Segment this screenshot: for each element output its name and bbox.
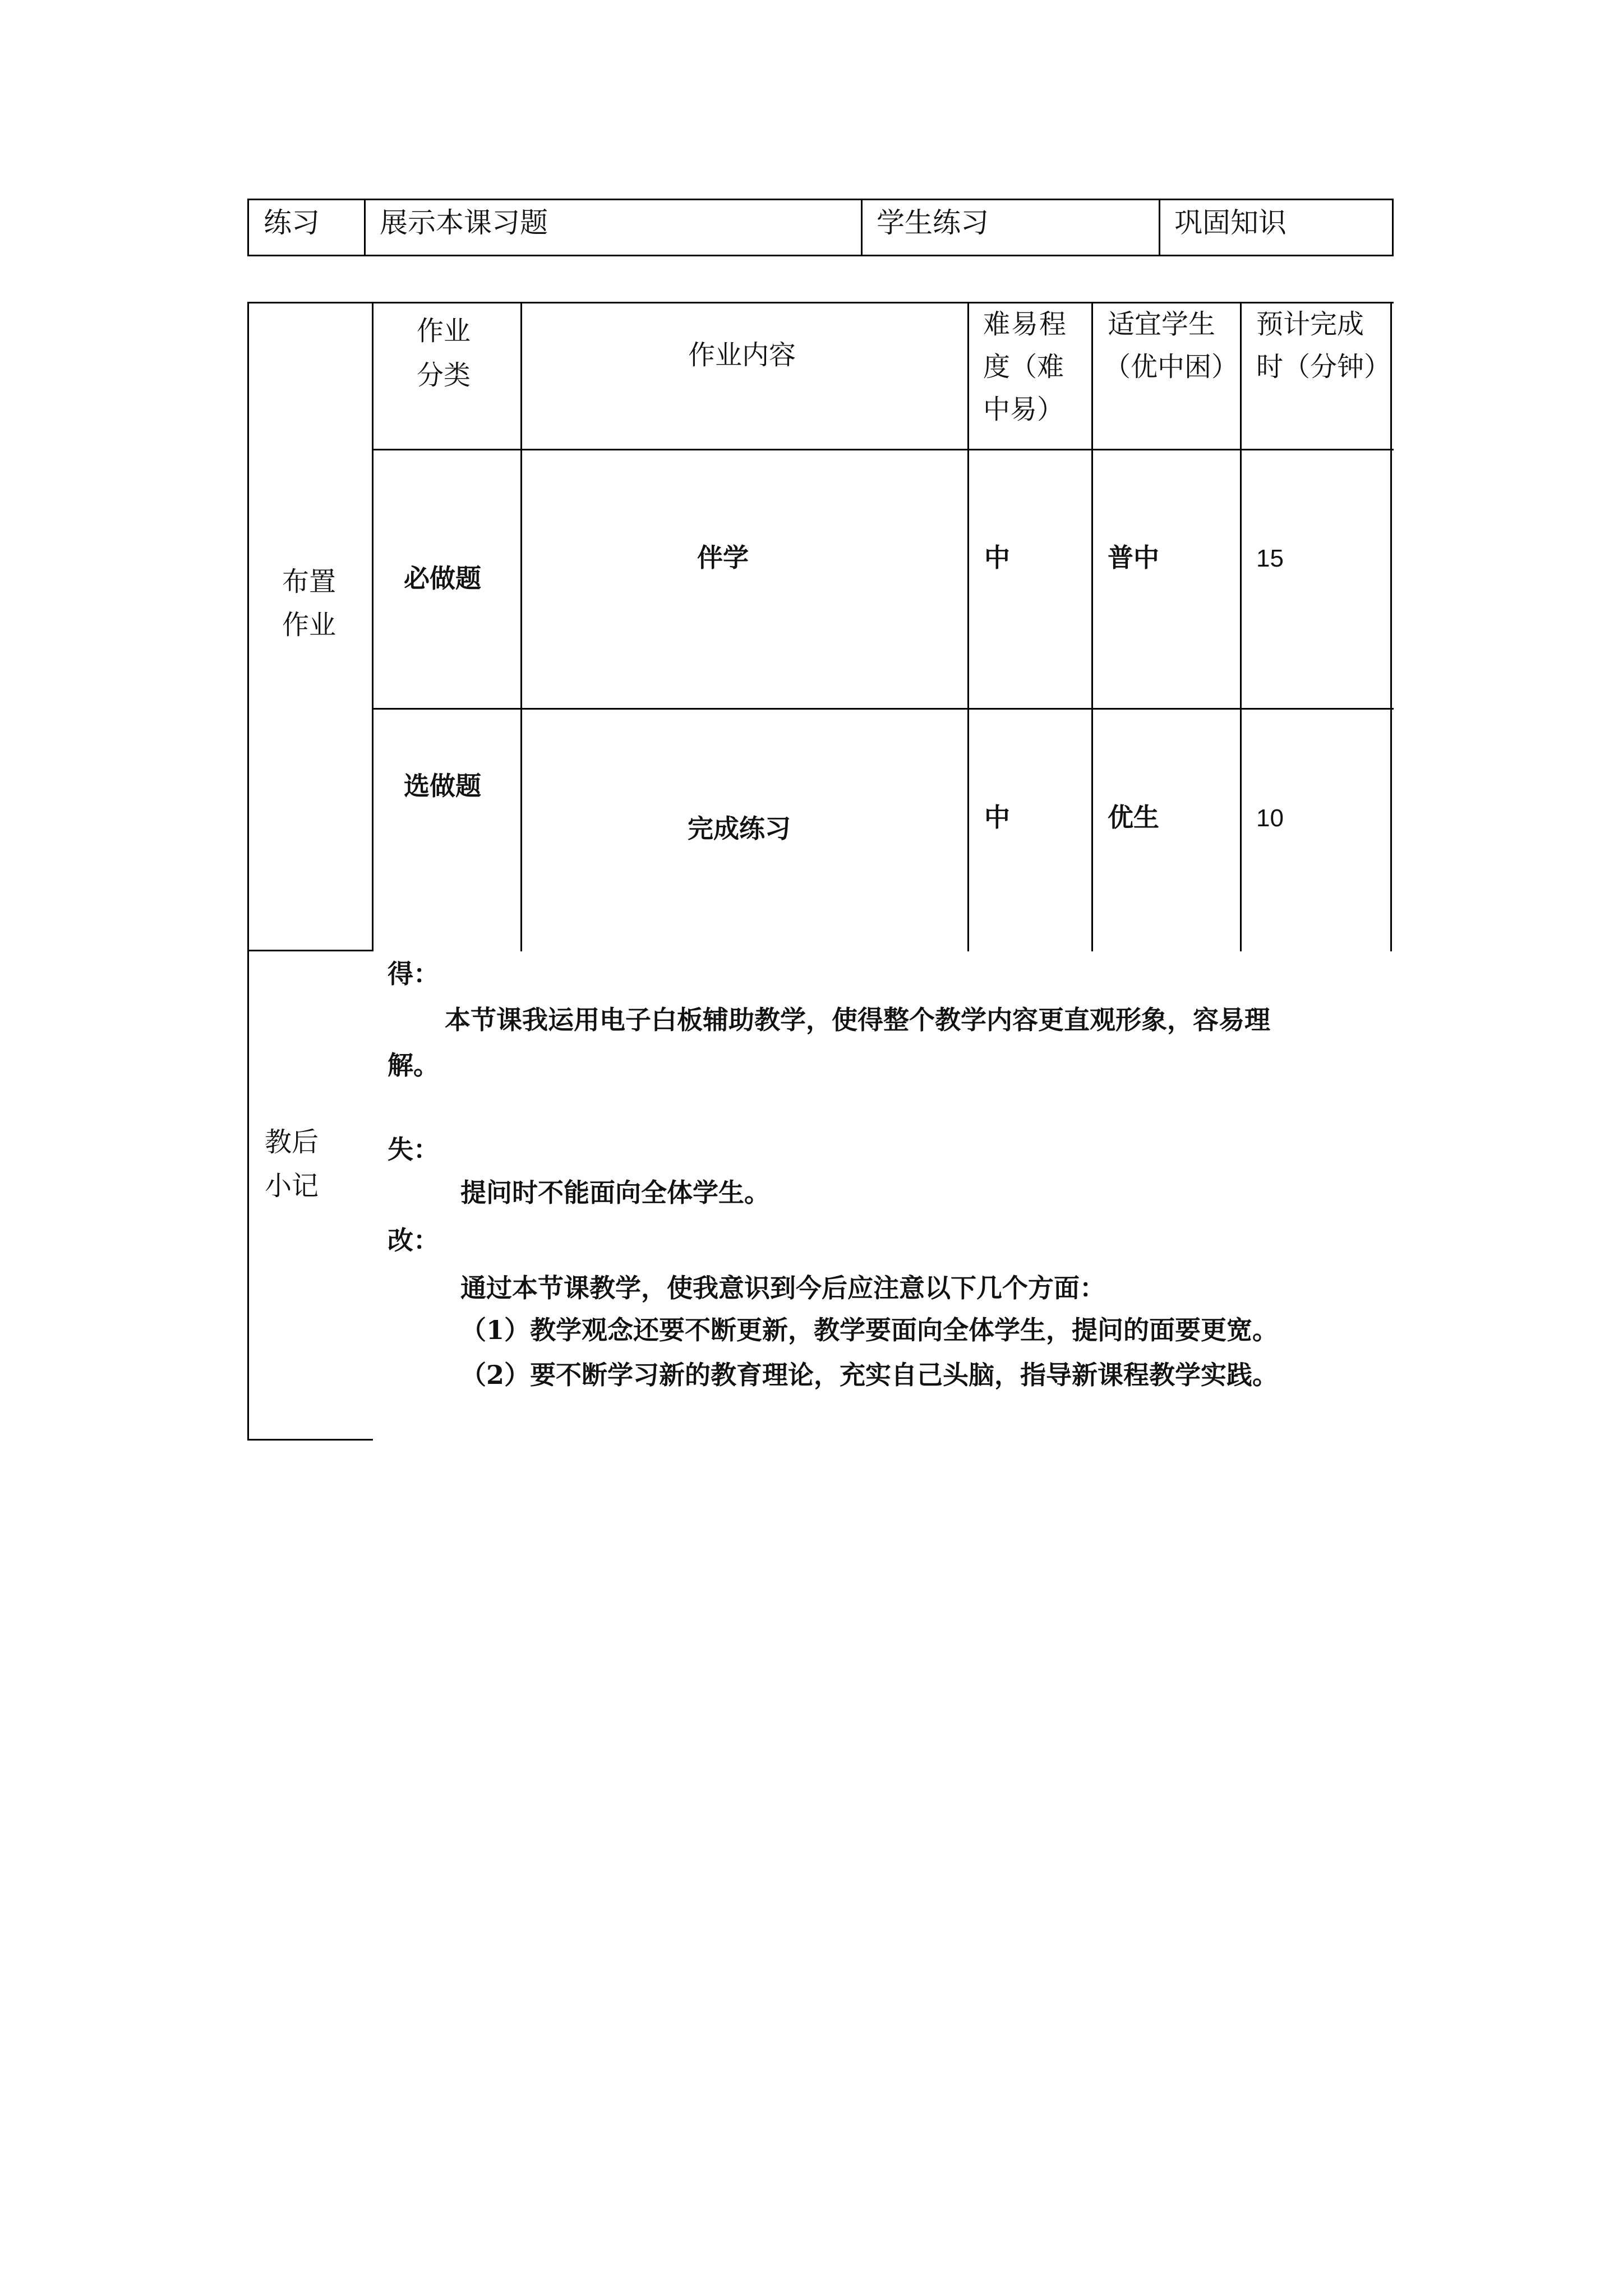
row-optional-difficulty: 中	[984, 802, 1010, 832]
improve-heading: 改：	[388, 1225, 439, 1255]
loss-text: 提问时不能面向全体学生。	[460, 1177, 770, 1208]
summary-cell-purpose: 巩固知识	[1174, 206, 1287, 239]
gain-heading: 得：	[388, 959, 439, 989]
loss-heading: 失：	[388, 1134, 439, 1165]
header-content: 作业内容	[688, 339, 796, 371]
homework-section-label-2: 作业	[282, 609, 336, 641]
header-category-2: 分类	[417, 360, 471, 391]
summary-cell-content: 展示本课习题	[380, 206, 548, 239]
header-difficulty-3: 中易）	[983, 394, 1064, 425]
header-time: 预计完成	[1256, 309, 1364, 340]
summary-cell-activity: 练习	[264, 206, 320, 239]
header-time-2: 时（分钟）	[1256, 351, 1391, 383]
row-optional-content: 完成练习	[688, 813, 791, 844]
header-difficulty-2: 度（难	[983, 351, 1064, 383]
row-optional-time: 10	[1256, 804, 1284, 832]
homework-section-label: 布置	[282, 566, 336, 597]
header-category: 作业	[417, 315, 471, 347]
gain-text: 本节课我运用电子白板辅助教学，使得整个教学内容更直观形象，容易理	[445, 1005, 1270, 1035]
reflection-label: 教后	[265, 1126, 319, 1158]
row-required-category: 必做题	[404, 563, 481, 593]
reflection-label-2: 小记	[265, 1170, 319, 1202]
header-students-2: （优中困）	[1104, 351, 1239, 383]
improve-item-1: （1）教学观念还要不断更新，教学要面向全体学生，提问的面要更宽。	[460, 1315, 1279, 1345]
row-required-difficulty: 中	[984, 542, 1010, 573]
header-difficulty: 难易程	[983, 309, 1068, 340]
improve-item-2: （2）要不断学习新的教育理论，充实自己头脑，指导新课程教学实践。	[460, 1360, 1279, 1390]
row-optional-students: 优生	[1108, 802, 1159, 832]
row-optional-category: 选做题	[404, 771, 481, 801]
gain-text-continued: 解。	[388, 1050, 439, 1080]
row-required-time: 15	[1256, 545, 1284, 572]
improve-intro: 通过本节课教学，使我意识到今后应注意以下几个方面：	[460, 1273, 1105, 1303]
summary-cell-student-activity: 学生练习	[877, 206, 989, 239]
row-required-content: 伴学	[697, 542, 749, 573]
header-students: 适宜学生	[1108, 309, 1216, 340]
row-required-students: 普中	[1108, 542, 1159, 573]
